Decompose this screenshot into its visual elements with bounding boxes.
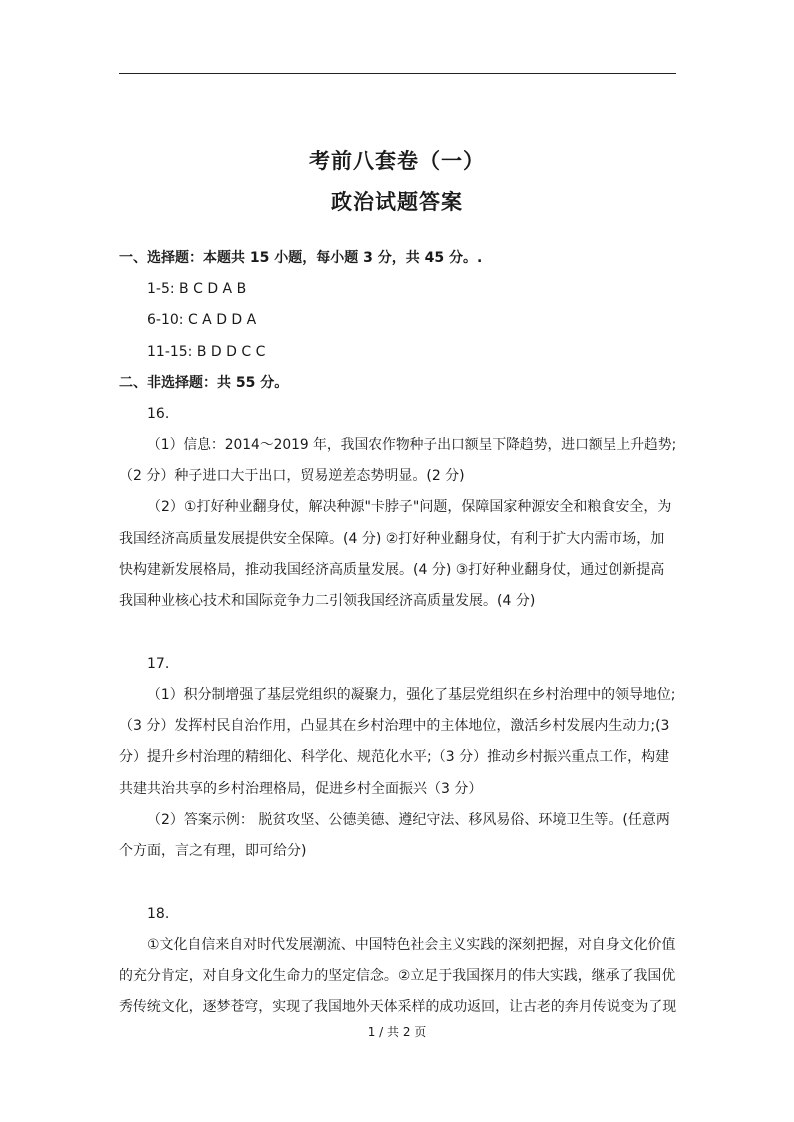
q18-line: 秀传统文化，逐梦苍穹，实现了我国地外天体采样的成功返回，让古老的奔月传说变为了现	[119, 999, 677, 1015]
q17-line: 共建共治共享的乡村治理格局，促进乡村全面振兴（3 分）	[119, 781, 483, 797]
q16-line: （1）信息：2014～2019 年，我国农作物种子出口额呈下降趋势，进口额呈上升趋势;	[147, 437, 677, 453]
answer-row-11-15: 11-15: B D D C C	[147, 344, 266, 360]
answer-row-6-10: 6-10: C A D D A	[147, 312, 257, 328]
q17-line: （2）答案示例： 脱贫攻坚、公德美德、遵纪守法、移风易俗、环境卫生等。(任意两	[147, 812, 670, 828]
doc-subtitle: 政治试题答案	[331, 190, 463, 214]
q17-line: 个方面，言之有理，即可给分)	[119, 843, 307, 859]
q16-line: 我国经济高质量发展提供安全保障。(4 分) ②打好种业翻身仗，有利于扩大内需市场，加	[119, 531, 665, 547]
q18-number: 18.	[147, 906, 170, 922]
q16-number: 16.	[147, 406, 170, 422]
q18-line: 的充分肯定，对自身文化生命力的坚定信念。②立足于我国探月的伟大实践，继承了我国优	[119, 968, 676, 984]
q16-line: 我国种业核心技术和国际竞争力二引领我国经济高质量发展。(4 分)	[119, 593, 536, 609]
page-number: 1 / 共 2 页	[367, 1025, 427, 1039]
header-rule	[119, 73, 676, 74]
doc-title: 考前八套卷（一）	[309, 149, 485, 173]
section2-heading: 二、非选择题：共 55 分。	[119, 375, 289, 391]
q17-line: 分）提升乡村治理的精细化、科学化、规范化水平;（3 分）推动乡村振兴重点工作，构建	[119, 749, 670, 765]
q17-line: （1）积分制增强了基层党组织的凝聚力，强化了基层党组织在乡村治理中的领导地位;	[147, 687, 676, 703]
section1-heading: 一、选择题：本题共 15 小题，每小题 3 分，共 45 分。.	[119, 250, 483, 266]
q16-line: 快构建新发展格局，推动我国经济高质量发展。(4 分) ③打好种业翻身仗，通过创新提高	[119, 562, 665, 578]
q16-line: （2）①打好种业翻身仗，解决种源"卡脖子"问题，保障国家种源安全和粮食安全，为	[147, 499, 672, 515]
answer-row-1-5: 1-5: B C D A B	[147, 281, 247, 297]
q17-number: 17.	[147, 656, 170, 672]
q18-line: ①文化自信来自对时代发展潮流、中国特色社会主义实践的深刻把握，对自身文化价值	[147, 937, 676, 953]
q17-line: （3 分）发挥村民自治作用，凸显其在乡村治理中的主体地位，激活乡村发展内生动力;(3	[119, 718, 670, 734]
q16-line: （2 分）种子进口大于出口，贸易逆差态势明显。(2 分)	[119, 468, 465, 484]
